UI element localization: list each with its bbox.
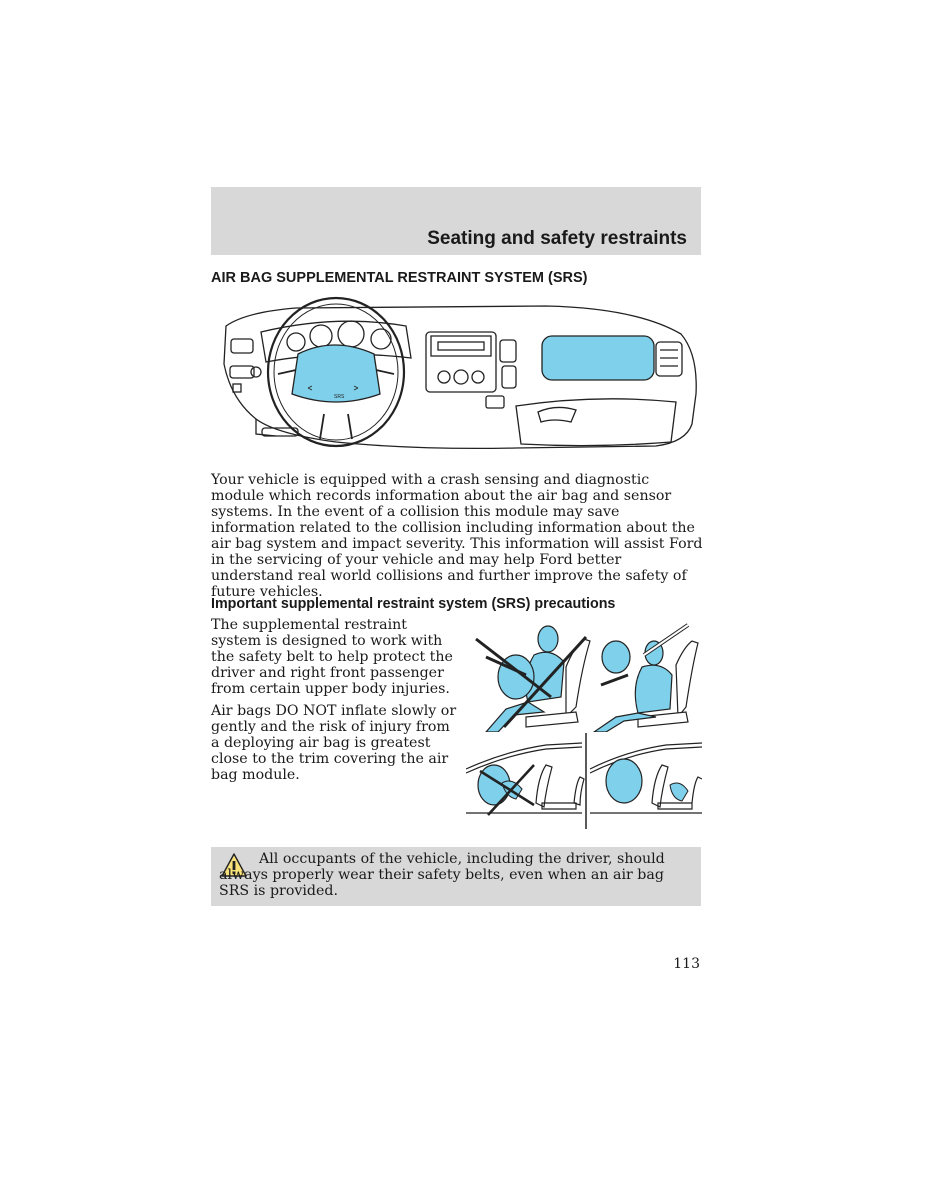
warning-text: All occupants of the vehicle, including the driver, should always properly wear their safety belts, even when an air bag SRS is provided. [219, 851, 665, 899]
child-seat-illustration [466, 733, 702, 829]
warning-box [211, 847, 701, 906]
header-band [211, 187, 701, 255]
dashboard-airbag-illustration [216, 294, 700, 452]
precautions-paragraph-2: Air bags DO NOT inflate slowly or gently and the risk of injury from a deploying air bag is greatest close to the trim covering the air bag module. [211, 703, 457, 783]
page-header-title: Seating and safety restraints [427, 228, 687, 249]
intro-paragraph: Your vehicle is equipped with a crash sensing and diagnostic module which records information about the air bag and sensor systems. In the event of a collision this module may save information related to the collision including information about the air bag system and impact severity. This information will assist Ford in the servicing of your vehicle and may help Ford better understand real world collisions and further improve the safety of future vehicles. [211, 472, 703, 600]
precautions-paragraph-1: The supplemental restraint system is designed to work with the safety belt to help protect the driver and right front passenger from certain upper body injuries. [211, 617, 453, 697]
section-title: AIR BAG SUPPLEMENTAL RESTRAINT SYSTEM (SRS) [211, 270, 588, 286]
page-number: 113 [673, 956, 700, 972]
srs-label: SRS [334, 394, 345, 400]
precautions-title: Important supplemental restraint system (SRS) precautions [211, 596, 616, 612]
precautions-text [211, 617, 461, 789]
seat-position-illustration [466, 617, 702, 732]
